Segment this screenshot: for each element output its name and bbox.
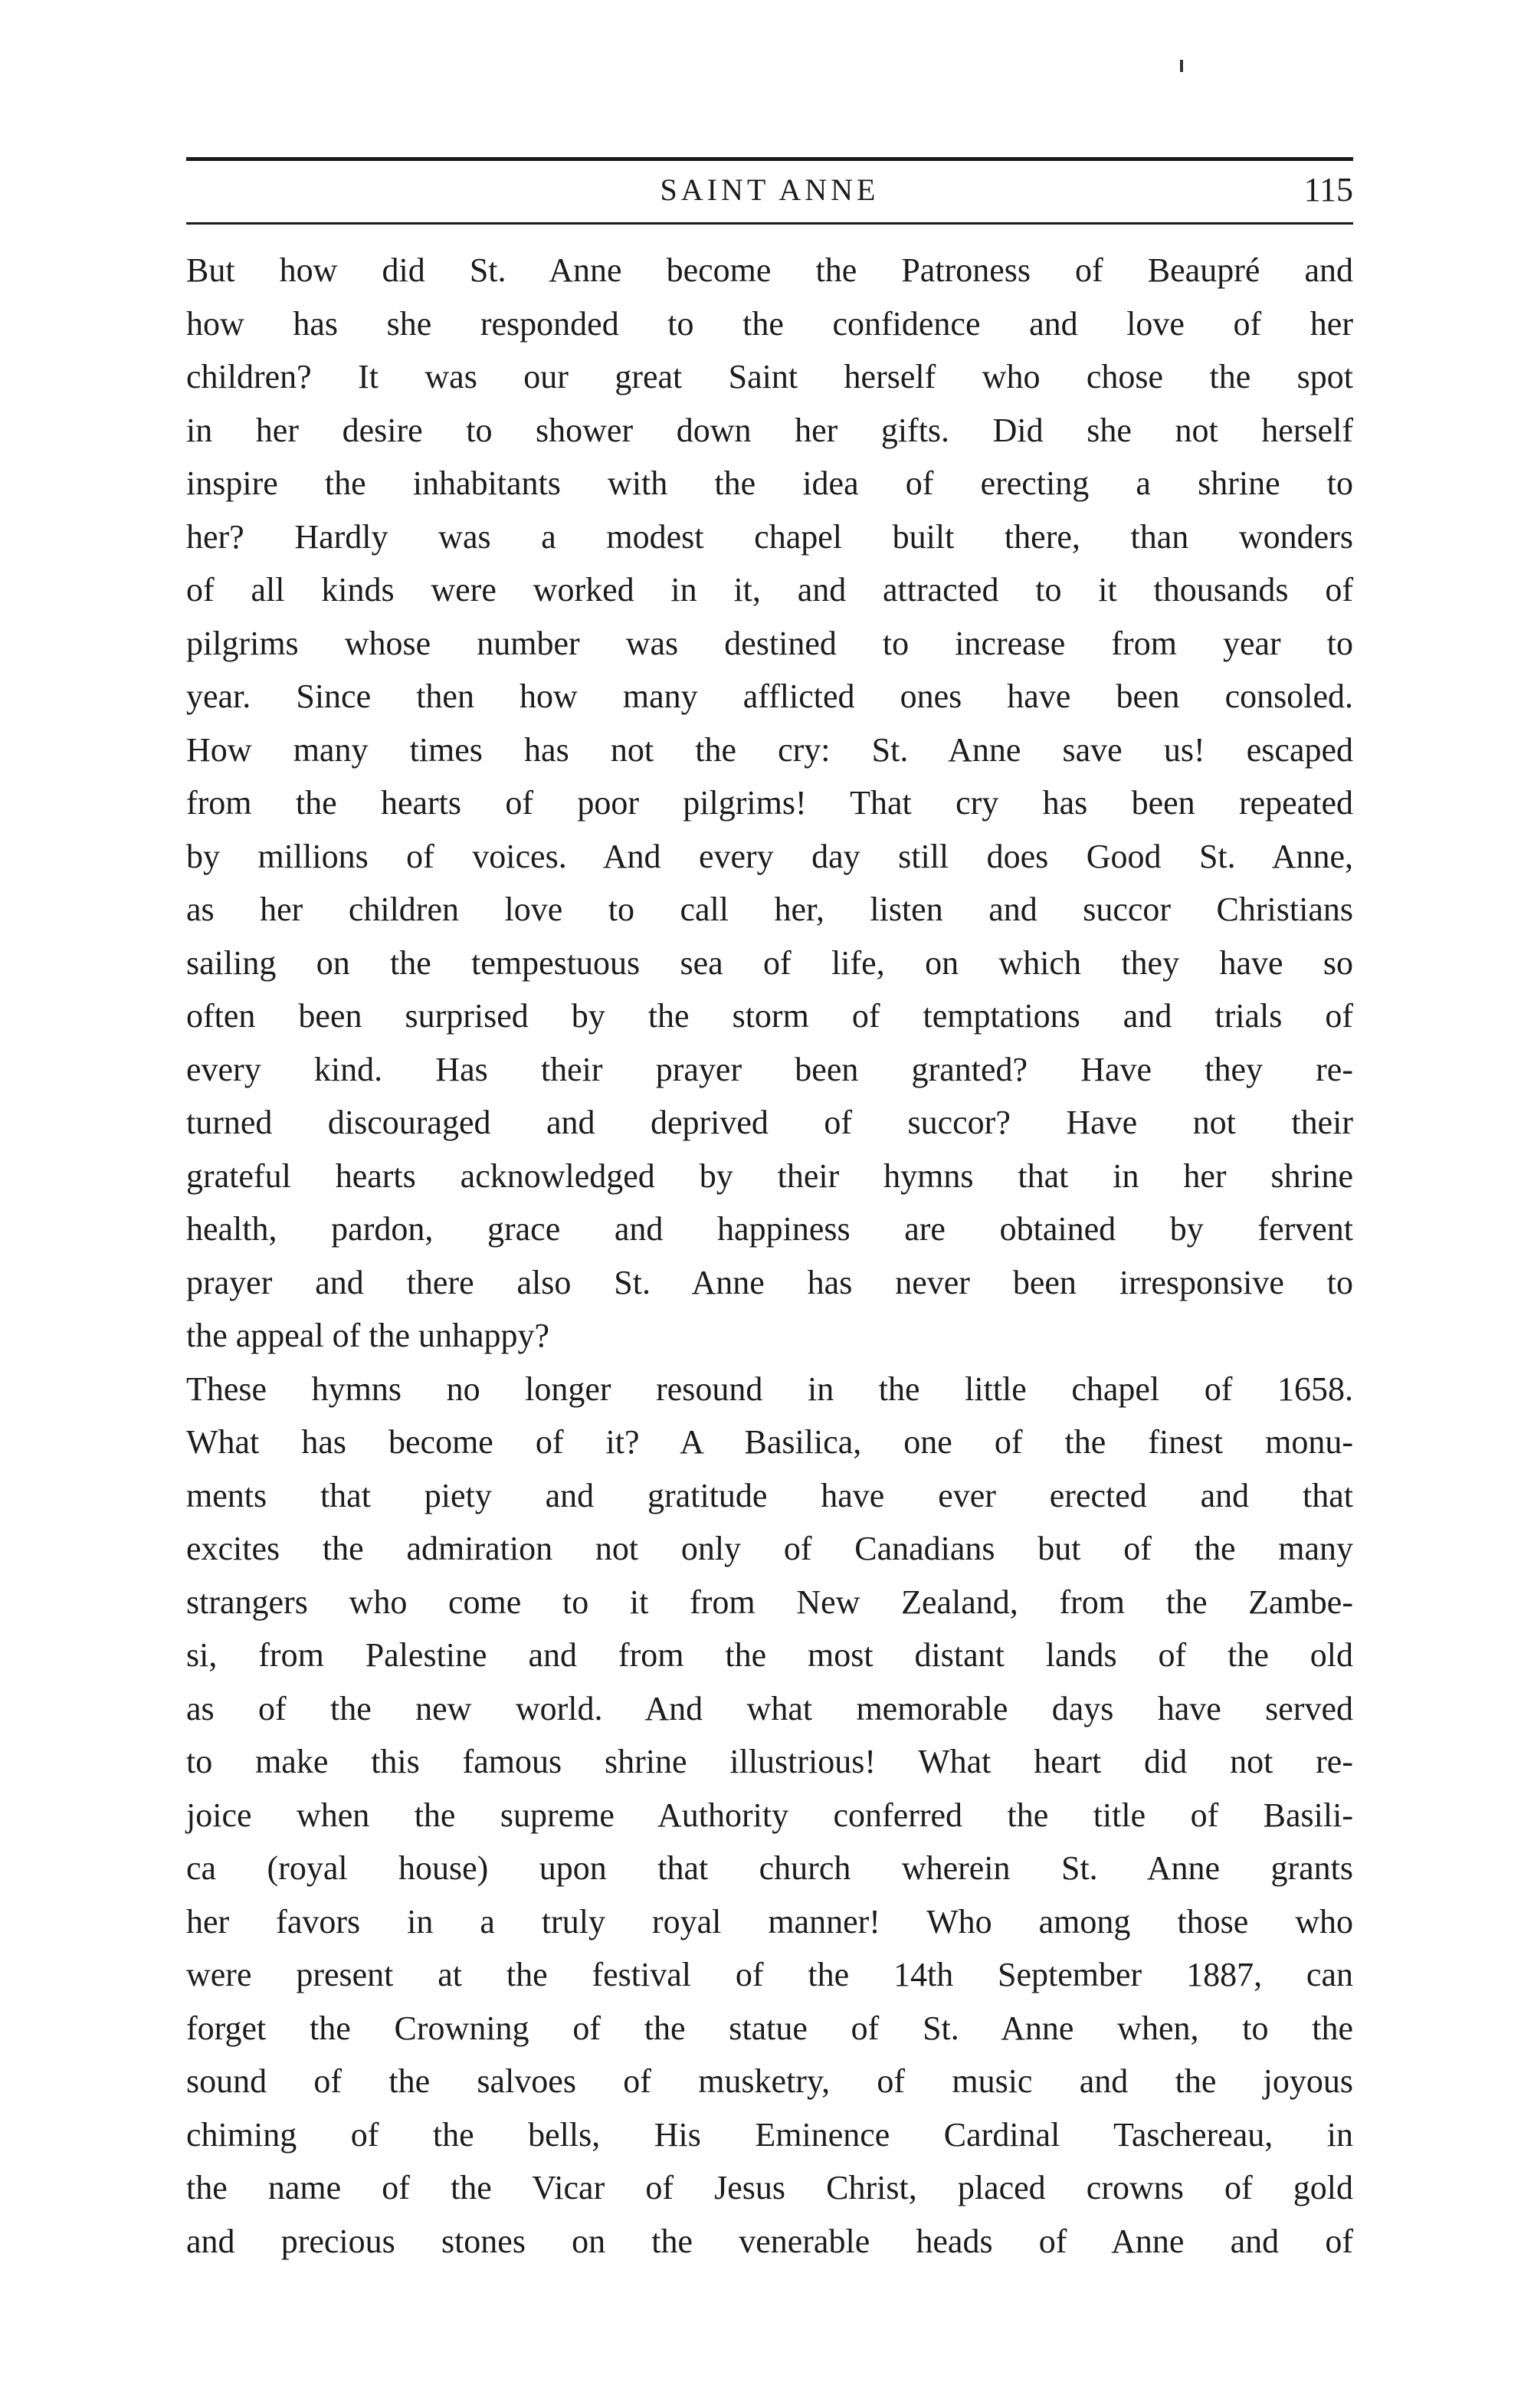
text-line: by millions of voices. And every day still does Good St. Anne, xyxy=(186,837,1353,875)
running-title: SAINT ANNE xyxy=(660,172,880,207)
text-line: grateful hearts acknowledged by their hymns that in her shrine xyxy=(186,1156,1353,1195)
text-line: her favors in a truly royal manner! Who among those who xyxy=(186,1902,1353,1941)
text-line: health, pardon, grace and happiness are obtained by fervent xyxy=(186,1210,1353,1248)
text-line: turned discouraged and deprived of succor? Have not their xyxy=(186,1104,1353,1141)
text-line: often been surprised by the storm of temptations and trials of xyxy=(186,997,1353,1035)
text-line: to make this famous shrine illustrious! What heart did not re- xyxy=(186,1743,1353,1780)
text-line: the name of the Vicar of Jesus Christ, placed crowns of gold xyxy=(186,2169,1353,2206)
scan-speck xyxy=(1180,60,1183,72)
text-line: strangers who come to it from New Zealand, from the Zambe- xyxy=(186,1583,1353,1621)
text-line: How many times has not the cry: St. Anne save us! escaped xyxy=(186,730,1353,769)
text-line: from the hearts of poor pilgrims! That cry has been repeated xyxy=(186,784,1353,822)
text-line: were present at the festival of the 14th September 1887, can xyxy=(186,1956,1353,1993)
header-rule-top xyxy=(186,157,1353,161)
page-number: 115 xyxy=(1303,171,1353,208)
text-line: and precious stones on the venerable heads of Anne and of xyxy=(186,2222,1353,2260)
text-line: prayer and there also St. Anne has never been irresponsive to xyxy=(186,1263,1353,1301)
text-line: of all kinds were worked in it, and attracted to it thousands of xyxy=(186,571,1353,609)
text-line: These hymns no longer resound in the little chapel of 1658. xyxy=(186,1370,1353,1408)
text-line: inspire the inhabitants with the idea of erecting a shrine to xyxy=(186,464,1353,502)
text-line: chiming of the bells, His Eminence Cardinal Taschereau, in xyxy=(186,2115,1353,2154)
text-line: joice when the supreme Authority conferred the title of Basili- xyxy=(186,1796,1353,1834)
text-line: as of the new world. And what memorable days have served xyxy=(186,1689,1353,1727)
text-line: every kind. Has their prayer been granted? Have they re- xyxy=(186,1050,1353,1088)
text-line: But how did St. Anne become the Patroness of Beaupré and xyxy=(186,251,1353,289)
text-line: pilgrims whose number was destined to increase from year to xyxy=(186,624,1353,662)
running-head xyxy=(186,164,1353,218)
text-line: ca (royal house) upon that church wherein St. Anne grants xyxy=(186,1849,1353,1887)
text-line: sound of the salvoes of musketry, of music and the joyous xyxy=(186,2062,1353,2100)
text-line: forget the Crowning of the statue of St. Anne when, to the xyxy=(186,2009,1353,2047)
text-line: her? Hardly was a modest chapel built there, than wonders xyxy=(186,517,1353,556)
text-line: the appeal of the unhappy? xyxy=(186,1317,550,1354)
text-line: as her children love to call her, listen and succor Christians xyxy=(186,891,1353,928)
body-text xyxy=(186,244,1353,2268)
text-line: children? It was our great Saint herself who chose the spot xyxy=(186,358,1353,395)
header-rule-bottom xyxy=(186,222,1353,225)
text-line: year. Since then how many afflicted ones have been consoled. xyxy=(186,677,1353,715)
text-line: how has she responded to the confidence and love of her xyxy=(186,304,1353,343)
text-line: in her desire to shower down her gifts. Did she not herself xyxy=(186,411,1353,449)
text-line: sailing on the tempestuous sea of life, on which they have so xyxy=(186,943,1353,982)
text-line: What has become of it? A Basilica, one of the finest monu- xyxy=(186,1423,1353,1461)
text-line: excites the admiration not only of Canadians but of the many xyxy=(186,1530,1353,1567)
text-line: si, from Palestine and from the most distant lands of the old xyxy=(186,1636,1353,1674)
text-line: ments that piety and gratitude have ever erected and that xyxy=(186,1476,1353,1514)
